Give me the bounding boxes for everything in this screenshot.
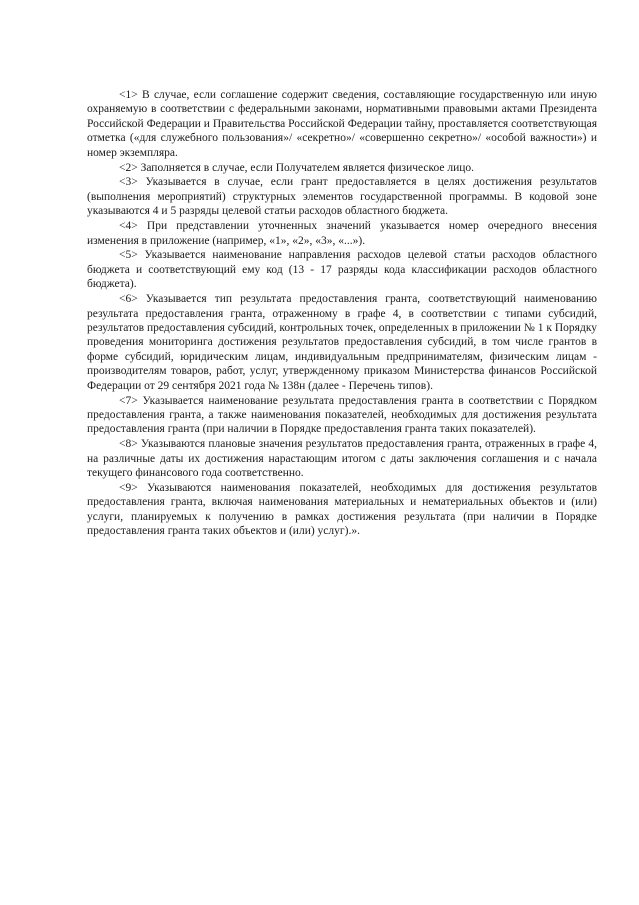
footnote-1: <1> В случае, если соглашение содержит сведения, составляющие государственную или иную охраняемую в соответствии с федеральными законами, нормативными правовыми актами Президента Российской Федерации и Правительства Российской Федерации тайну, проставляется соответствующая отметка («для служебного пользования»/ «секретно»/ «совершенно секретно»/ «особой важности») и номер экземпляра. bbox=[87, 89, 597, 159]
footnote-8: <8> Указываются плановые значения результатов предоставления гранта, отраженных в графе 4, на различные даты их достижения нарастающим итогом с даты заключения соглашения и с начала текущего финансового года соответственно. bbox=[87, 438, 597, 480]
footnote-6: <6> Указывается тип результата предоставления гранта, соответствующий наименованию результата предоставления гранта, отраженному в графе 4, в соответствии с типами субсидий, результатов предоставления субсидий, контрольных точек, определенных в приложении № 1 к Порядку проведения мониторинга достижения результатов предоставления субсидий, в том числе грантов в форме субсидий, юридическим лицам, индивидуальным предпринимателям, физическим лицам - производителям товаров, работ, услуг, утвержденному приказом Министерства финансов Российской Федерации от 29 сентября 2021 года № 138н (далее - Перечень типов). bbox=[87, 293, 597, 392]
footnote-2: <2> Заполняется в случае, если Получателем является физическое лицо. bbox=[119, 161, 475, 174]
footnote-9: <9> Указываются наименования показателей, необходимых для достижения результатов предоставления гранта, включая наименования материальных и нематериальных объектов и (или) услуги, планируемых к получению в рамках достижения результата (при наличии в Порядке предоставления гранта таких объектов и (или) услуг).». bbox=[87, 481, 597, 538]
footnote-7: <7> Указывается наименование результата предоставления гранта в соответствии с Порядком предоставления гранта, а также наименования показателей, необходимых для достижения результата предоставления гранта (при наличии в Порядке предоставления гранта таких показателей). bbox=[87, 394, 597, 436]
footnote-4: <4> При представлении уточненных значений указывается номер очередного внесения изменения в приложение (например, «1», «2», «3», «...»). bbox=[87, 220, 597, 247]
footnote-3: <3> Указывается в случае, если грант предоставляется в целях достижения результатов (выполнения мероприятий) структурных элементов государственной программы. В кодовой зоне указываются 4 и 5 разряды целевой статьи расходов областного бюджета. bbox=[87, 176, 597, 218]
footnote-5: <5> Указывается наименование направления расходов целевой статьи расходов областного бюджета и соответствующий ему код (13 - 17 разряды кода классификации расходов областного бюджета). bbox=[87, 249, 597, 291]
document-page bbox=[87, 88, 597, 539]
